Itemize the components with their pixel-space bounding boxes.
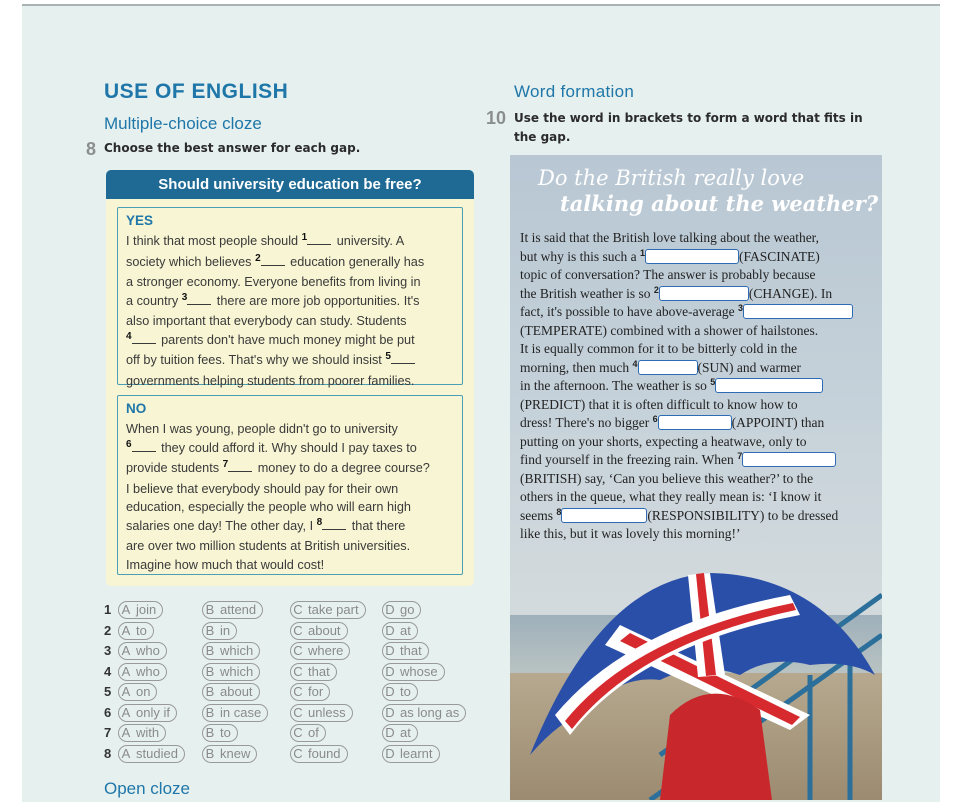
gap-blank[interactable]	[307, 234, 331, 245]
yes-text-line: off by tuition fees. That's why we should insist $^5$	[126, 351, 454, 372]
option-letter: C	[293, 663, 303, 679]
article-line: putting on your shorts, expecting a heatwave, only to	[520, 433, 807, 449]
option-letter: C	[293, 745, 303, 761]
yes-text	[126, 232, 454, 390]
gap-number: 3	[737, 303, 743, 313]
no-text-line: I believe that everybody should pay for their own	[126, 481, 399, 496]
answer-option-b[interactable]	[202, 642, 260, 660]
article-line: It is equally common for it to be bitterly cold in the	[520, 341, 798, 356]
option-text: that	[400, 643, 422, 658]
article-line: like this, but it was lovely this morning!’	[520, 526, 741, 541]
gap-number: 4	[632, 358, 638, 369]
option-letter: B	[205, 684, 215, 699]
option-letter: A	[121, 643, 131, 658]
answer-option-b[interactable]	[202, 724, 238, 742]
wf-instruction-line-1: Use the word in brackets to form a word that fits in	[514, 111, 863, 125]
option-text: about	[220, 684, 253, 699]
answer-box-6[interactable]	[658, 415, 732, 430]
answer-option-c[interactable]	[290, 663, 337, 681]
option-text: on	[136, 684, 151, 699]
gap-number: 8	[556, 506, 562, 517]
option-text: at	[400, 622, 411, 638]
answer-option-c[interactable]	[290, 724, 326, 742]
answer-option-d[interactable]	[382, 601, 421, 619]
article-line: (PREDICT) that it is often difficult to know how to	[520, 396, 798, 412]
article-line: fact, it's possible to have above-average $^3$	[520, 303, 853, 322]
exercise-instruction: Choose the best answer for each gap.	[104, 141, 361, 155]
yes-text-box	[117, 207, 463, 388]
answer-option-c[interactable]	[290, 622, 348, 640]
answer-box-3[interactable]	[743, 304, 853, 319]
no-text-line: education, especially the people who will earn high	[126, 500, 411, 514]
gap-number: 1	[640, 247, 646, 258]
no-text-line: Imagine how much that would cost!	[126, 557, 325, 572]
option-letter: C	[293, 643, 303, 658]
option-text: which	[220, 663, 254, 679]
answer-option-b[interactable]	[202, 683, 260, 701]
option-text: take part	[308, 602, 359, 617]
option-letter: B	[205, 725, 215, 740]
option-row	[104, 704, 484, 724]
answer-option-a[interactable]	[118, 642, 167, 660]
option-number: 5	[104, 684, 112, 699]
answer-option-b[interactable]	[202, 704, 268, 722]
option-text: only if	[136, 704, 170, 720]
option-text: about	[308, 622, 341, 638]
yes-text-line: I think that most people should $^1$ university. A	[126, 232, 405, 248]
option-letter: B	[205, 663, 215, 679]
gap-number: 7	[222, 459, 229, 470]
option-number: 2	[104, 622, 112, 638]
option-text: for	[308, 684, 324, 699]
answer-option-c[interactable]	[290, 642, 350, 660]
open-cloze-heading: Open cloze	[104, 779, 190, 798]
answer-option-c[interactable]	[290, 683, 330, 701]
option-text: whose	[400, 663, 438, 679]
option-row	[104, 622, 484, 642]
option-letter: A	[121, 622, 131, 638]
cloze-panel-title: Should university education be free?	[106, 170, 474, 199]
yes-text-line: also important that everybody can study. Students	[126, 314, 407, 328]
gap-blank[interactable]	[261, 255, 285, 266]
option-letter: C	[293, 725, 303, 740]
option-letter: D	[385, 745, 395, 761]
option-text: where	[308, 643, 344, 658]
answer-option-d[interactable]	[382, 745, 440, 763]
gap-number: 6	[126, 438, 132, 450]
option-letter: B	[205, 602, 215, 617]
no-text-line: When I was young, people didn't go to university	[126, 422, 398, 436]
gap-number: 6	[652, 414, 658, 424]
section-heading: USE OF ENGLISH	[104, 80, 289, 103]
answer-option-c[interactable]	[290, 704, 353, 722]
yes-text-line: a country $^3$ there are more job opportunities. It's	[126, 291, 420, 308]
option-letter: B	[205, 643, 215, 658]
gap-number: 8	[316, 516, 323, 528]
option-row	[104, 724, 484, 744]
answer-box-2[interactable]	[659, 286, 749, 301]
wf-instruction-line-2: the gap.	[514, 130, 571, 144]
option-text: in	[220, 622, 231, 638]
option-number: 3	[104, 643, 112, 658]
option-number: 8	[104, 745, 112, 761]
option-text: learnt	[400, 745, 433, 761]
answer-option-d[interactable]	[382, 724, 418, 742]
gap-number: 4	[126, 330, 132, 342]
option-text: to	[400, 684, 411, 699]
option-letter: A	[121, 684, 131, 699]
gap-blank[interactable]	[391, 353, 415, 364]
answer-option-a[interactable]	[118, 745, 185, 763]
gap-blank[interactable]	[228, 461, 252, 472]
answer-option-b[interactable]	[202, 601, 263, 619]
article-line: (TEMPERATE) combined with a shower of hailstones.	[520, 322, 819, 338]
option-text: in case	[220, 704, 262, 720]
yes-text-line: $^4$ parents don't have much money might be put	[126, 330, 415, 347]
option-text: unless	[308, 704, 346, 720]
option-letter: A	[121, 725, 131, 740]
option-row	[104, 601, 484, 621]
answer-box-1[interactable]	[645, 249, 739, 264]
option-text: of	[308, 725, 319, 740]
option-row	[104, 663, 484, 683]
gap-number: 1	[301, 232, 308, 243]
no-label: NO	[126, 401, 147, 416]
option-text: who	[136, 663, 160, 679]
option-text: go	[400, 602, 415, 617]
gap-number: 7	[737, 451, 743, 461]
answer-option-a[interactable]	[118, 704, 177, 722]
option-text: as long as	[400, 704, 460, 720]
article-line: dress! There's no bigger $^6$ (APPOINT) than	[520, 414, 825, 430]
option-letter: D	[385, 725, 395, 740]
option-letter: C	[293, 704, 303, 720]
article-line: find yourself in the freezing rain. When $^7$	[520, 451, 836, 470]
answer-option-a[interactable]	[118, 683, 157, 701]
answer-option-a[interactable]	[118, 601, 163, 619]
answer-option-b[interactable]	[202, 622, 237, 640]
answer-option-d[interactable]	[382, 683, 418, 701]
gap-number: 2	[255, 252, 261, 264]
option-row	[104, 642, 484, 662]
option-letter: C	[293, 602, 303, 617]
gap-blank[interactable]	[132, 441, 156, 452]
answer-option-d[interactable]	[382, 704, 466, 722]
answer-box-8[interactable]	[561, 508, 647, 523]
option-number: 1	[104, 602, 112, 617]
article-title-line-1: Do the British really love	[538, 166, 805, 190]
option-letter: B	[205, 622, 215, 638]
option-letter: D	[385, 704, 395, 720]
option-letter: C	[293, 684, 303, 699]
answer-option-b[interactable]	[202, 745, 257, 763]
option-letter: B	[205, 704, 215, 720]
option-letter: A	[121, 704, 131, 720]
option-letter: A	[121, 745, 131, 761]
answer-option-d[interactable]	[382, 663, 445, 681]
option-text: knew	[220, 745, 251, 761]
article-title-line-2: talking about the weather?	[560, 191, 879, 216]
article-line: others in the queue, what they really mean is: ‘I know it	[520, 489, 822, 504]
article-line: (BRITISH) say, ‘Can you believe this weather?’ to the	[520, 470, 814, 486]
no-text	[126, 420, 454, 574]
option-letter: D	[385, 622, 395, 638]
option-letter: D	[385, 663, 395, 679]
person-red-coat	[660, 694, 772, 800]
option-letter: D	[385, 643, 395, 658]
word-formation-heading: Word formation	[514, 82, 635, 101]
gap-number: 3	[181, 291, 188, 303]
article-line: but why is this such a $^1$ (FASCINATE)	[520, 247, 820, 264]
yes-text-line: society which believes $^2$ education generally has	[126, 252, 425, 269]
option-text: that	[308, 663, 330, 679]
article-line: the British weather is so $^2$ (CHANGE). In	[520, 284, 833, 301]
no-text-line: $^6$ they could afford it. Why should I pay taxes to	[126, 438, 417, 455]
article-line: seems $^8$ (RESPONSIBILITY) to be dressed	[520, 506, 839, 523]
article-line: topic of conversation? The answer is probably because	[520, 267, 816, 282]
gap-blank[interactable]	[187, 294, 211, 305]
answer-option-d[interactable]	[382, 642, 429, 660]
exercise-number: 8	[86, 139, 97, 159]
option-letter: A	[121, 602, 131, 617]
option-letter: D	[385, 684, 395, 699]
option-letter: D	[385, 602, 395, 617]
gap-blank[interactable]	[322, 519, 346, 530]
answer-option-c[interactable]	[290, 601, 366, 619]
option-text: which	[220, 643, 254, 658]
option-letter: C	[293, 622, 303, 638]
article-line: It is said that the British love talking about the weather,	[520, 230, 820, 245]
answer-option-a[interactable]	[118, 622, 154, 640]
option-text: to	[220, 725, 231, 740]
option-text: to	[136, 622, 147, 638]
gap-blank[interactable]	[132, 333, 156, 344]
no-text-line: provide students $^7$ money to do a degree course?	[126, 459, 430, 475]
yes-label: YES	[126, 213, 154, 228]
answer-option-d[interactable]	[382, 622, 418, 640]
exercise-number-10: 10	[486, 108, 507, 128]
option-row	[104, 683, 484, 703]
article-line: in the afternoon. The weather is so $^5$	[520, 377, 823, 396]
answer-box-4[interactable]	[638, 360, 698, 375]
answer-option-c[interactable]	[290, 745, 348, 763]
no-text-line: salaries one day! The other day, I $^8$ that there	[126, 516, 406, 533]
option-letter: B	[205, 745, 215, 761]
answer-box-5[interactable]	[715, 378, 823, 393]
answer-box-7[interactable]	[742, 452, 836, 467]
option-text: studied	[136, 745, 178, 761]
no-text-box	[117, 395, 463, 575]
answer-option-a[interactable]	[118, 724, 166, 742]
subsection-heading: Multiple-choice cloze	[104, 114, 262, 133]
option-row	[104, 745, 484, 765]
yes-text-line: a stronger economy. Everyone benefits from living in	[126, 275, 421, 289]
article-line: morning, then much $^4$ (SUN) and warmer	[520, 358, 801, 375]
option-number: 6	[104, 704, 112, 720]
gap-number: 2	[653, 284, 659, 295]
option-letter: A	[121, 663, 131, 679]
answer-option-a[interactable]	[118, 663, 167, 681]
answer-option-b[interactable]	[202, 663, 260, 681]
gap-number: 5	[385, 351, 391, 362]
no-text-line: are over two million students at British universities.	[126, 539, 411, 553]
option-number: 4	[104, 663, 112, 679]
option-text: join	[136, 602, 157, 617]
option-text: who	[136, 643, 160, 658]
option-text: found	[308, 745, 341, 761]
yes-text-line: governments helping students from poorer families.	[126, 373, 415, 388]
gap-number: 5	[710, 377, 716, 387]
option-text: with	[136, 725, 160, 740]
option-text: at	[400, 725, 411, 740]
option-text: attend	[220, 602, 257, 617]
option-number: 7	[104, 725, 112, 740]
